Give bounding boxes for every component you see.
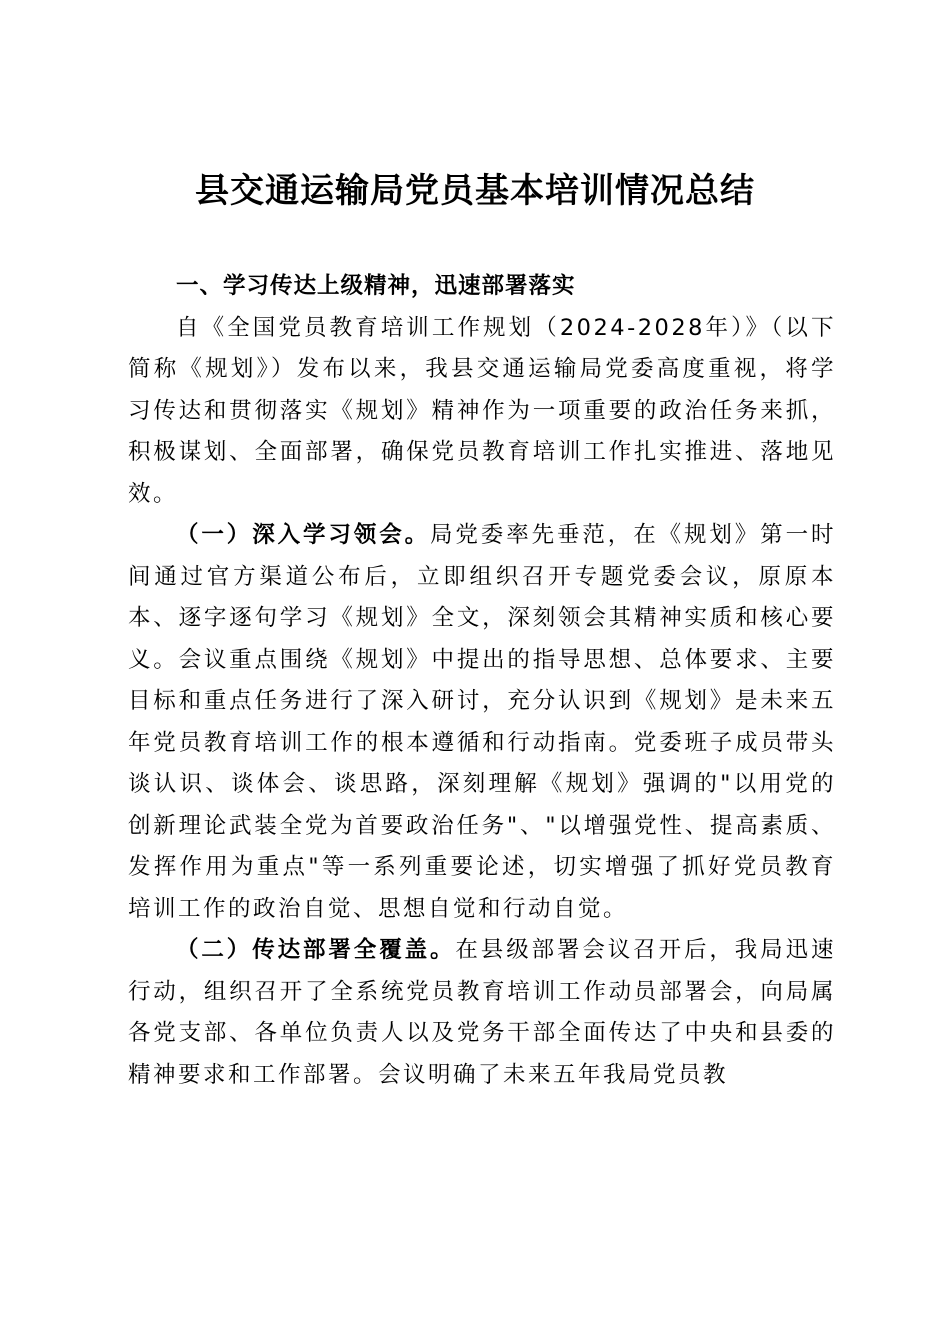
item2-paragraph — [128, 930, 836, 1096]
item2-lead: （二）传达部署全覆盖。 — [176, 937, 456, 963]
document-body — [128, 266, 836, 1096]
item1-paragraph — [128, 515, 836, 930]
section-heading: 一、学习传达上级精神，迅速部署落实 — [176, 273, 576, 299]
item1-text: 局党委率先垂范，在《规划》第一时间通过官方渠道公布后，立即组织召开专题党委会议，原原本本、逐字逐句学习《规划》全文，深刻领会其精神实质和核心要义。会议重点围绕《规划》中提出的指导思想、总体要求、主要目标和重点任务进行了深入研讨，充分认识到《规划》是未来五年党员教育培训工作的根本遵循和行动指南。党委班子成员带头谈认识、谈体会、谈思路，深刻理解《规划》强调的"以用党的创新理论武装全党为首要政治任务"、"以增强党性、提高素质、发挥作用为重点"等一系列重要论述，切实增强了抓好党员教育培训工作的政治自觉、思想自觉和行动自觉。 — [128, 522, 836, 922]
item2-text: 在县级部署会议召开后，我局迅速行动，组织召开了全系统党员教育培训工作动员部署会，向局属各党支部、各单位负责人以及党务干部全面传达了中央和县委的精神要求和工作部署。会议明确了未来五年我局党员教 — [128, 937, 836, 1088]
document-title: 县交通运输局党员基本培训情况总结 — [195, 171, 755, 211]
item1-lead: （一）深入学习领会。 — [176, 522, 430, 548]
intro-paragraph: 自《全国党员教育培训工作规划（2024-2028年）》（以下简称《规划》）发布以来，我县交通运输局党委高度重视，将学习传达和贯彻落实《规划》精神作为一项重要的政治任务来抓，积极谋划、全面部署，确保党员教育培训工作扎实推进、落地见效。 — [128, 314, 836, 507]
